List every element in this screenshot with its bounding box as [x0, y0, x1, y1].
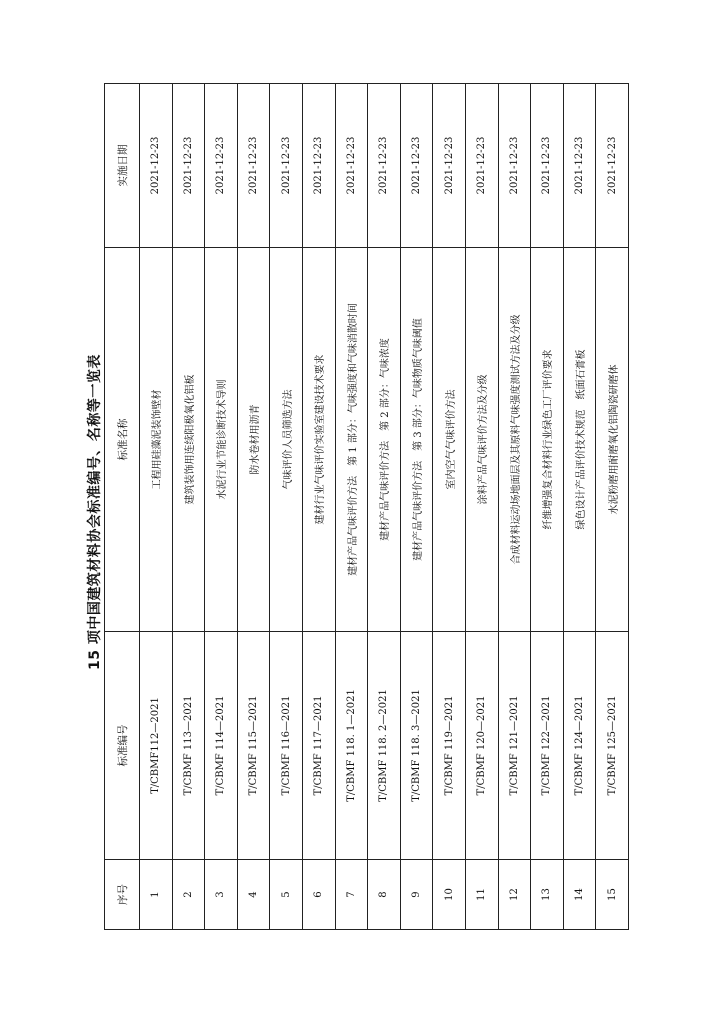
row-name: 室内空气气味评价方法: [433, 248, 466, 632]
row-name: 建材行业气味评价实验室建设技术要求: [302, 248, 335, 632]
row-no: 10: [433, 860, 466, 930]
row-date: 2021-12-23: [563, 84, 596, 248]
header-no: 序号: [105, 860, 140, 930]
row-code: T/CBMF 121—2021: [498, 632, 531, 860]
row-code: T/CBMF 116—2021: [270, 632, 303, 860]
row-name: 建材产品气味评价方法 第 2 部分：气味浓度: [368, 248, 401, 632]
row-name: 纤维增强复合材料行业绿色工厂评价要求: [531, 248, 564, 632]
row-code: T/CBMF 114—2021: [205, 632, 238, 860]
table-row: [368, 84, 401, 930]
row-name: 建材产品气味评价方法 第 1 部分：气味强度和气味消散时间: [335, 248, 368, 632]
standards-table: [104, 83, 629, 930]
row-code: T/CBMF 118. 2—2021: [368, 632, 401, 860]
row-name: 建材产品气味评价方法 第 3 部分：气味物质气味阈值: [400, 248, 433, 632]
row-date: 2021-12-23: [400, 84, 433, 248]
row-date: 2021-12-23: [237, 84, 270, 248]
table-row: [205, 84, 238, 930]
row-name: 工程用硅藻泥装饰壁材: [140, 248, 173, 632]
table-row: [140, 84, 173, 930]
row-code: T/CBMF 125—2021: [596, 632, 629, 860]
row-date: 2021-12-23: [335, 84, 368, 248]
row-no: 4: [237, 860, 270, 930]
table-row: [465, 84, 498, 930]
row-code: T/CBMF 124—2021: [563, 632, 596, 860]
row-code: T/CBMF112—2021: [140, 632, 173, 860]
row-date: 2021-12-23: [498, 84, 531, 248]
row-code: T/CBMF 120—2021: [465, 632, 498, 860]
row-date: 2021-12-23: [205, 84, 238, 248]
row-no: 13: [531, 860, 564, 930]
header-name: 标准名称: [105, 248, 140, 632]
document-title: 15 项中国建筑材料协会标准编号、名称等一览表: [87, 354, 103, 670]
row-date: 2021-12-23: [270, 84, 303, 248]
table-row: [563, 84, 596, 930]
row-name: 水泥行业节能诊断技术导则: [205, 248, 238, 632]
table-row: [400, 84, 433, 930]
table-row: [335, 84, 368, 930]
row-no: 8: [368, 860, 401, 930]
table-row: [531, 84, 564, 930]
row-date: 2021-12-23: [368, 84, 401, 248]
header-code: 标准编号: [105, 632, 140, 860]
row-name: 气味评价人员筛选方法: [270, 248, 303, 632]
row-no: 1: [140, 860, 173, 930]
row-date: 2021-12-23: [596, 84, 629, 248]
row-no: 9: [400, 860, 433, 930]
row-date: 2021-12-23: [172, 84, 205, 248]
row-no: 5: [270, 860, 303, 930]
header-date: 实施日期: [105, 84, 140, 248]
row-no: 6: [302, 860, 335, 930]
table-row: [172, 84, 205, 930]
row-name: 水泥粉磨用耐磨氧化铝陶瓷研磨体: [596, 248, 629, 632]
row-code: T/CBMF 115—2021: [237, 632, 270, 860]
table-row: [498, 84, 531, 930]
row-no: 7: [335, 860, 368, 930]
row-no: 2: [172, 860, 205, 930]
row-date: 2021-12-23: [140, 84, 173, 248]
row-no: 3: [205, 860, 238, 930]
row-no: 15: [596, 860, 629, 930]
row-date: 2021-12-23: [302, 84, 335, 248]
row-date: 2021-12-23: [433, 84, 466, 248]
row-code: T/CBMF 119—2021: [433, 632, 466, 860]
table-row: [433, 84, 466, 930]
row-code: T/CBMF 117—2021: [302, 632, 335, 860]
row-name: 绿色设计产品评价技术规范 纸面石膏板: [563, 248, 596, 632]
row-code: T/CBMF 118. 1—2021: [335, 632, 368, 860]
table-header-row: [105, 84, 140, 930]
row-name: 合成材料运动场地面层及其原料气味强度测试方法及分级: [498, 248, 531, 632]
row-date: 2021-12-23: [531, 84, 564, 248]
row-date: 2021-12-23: [465, 84, 498, 248]
row-code: T/CBMF 122—2021: [531, 632, 564, 860]
row-code: T/CBMF 113—2021: [172, 632, 205, 860]
row-no: 11: [465, 860, 498, 930]
row-code: T/CBMF 118. 3—2021: [400, 632, 433, 860]
table-row: [270, 84, 303, 930]
row-name: 建筑装饰用连续阳极氧化铝板: [172, 248, 205, 632]
table-row: [237, 84, 270, 930]
table-row: [596, 84, 629, 930]
row-name: 涂料产品气味评价方法及分级: [465, 248, 498, 632]
row-no: 12: [498, 860, 531, 930]
row-name: 防水卷材用沥青: [237, 248, 270, 632]
row-no: 14: [563, 860, 596, 930]
table-row: [302, 84, 335, 930]
